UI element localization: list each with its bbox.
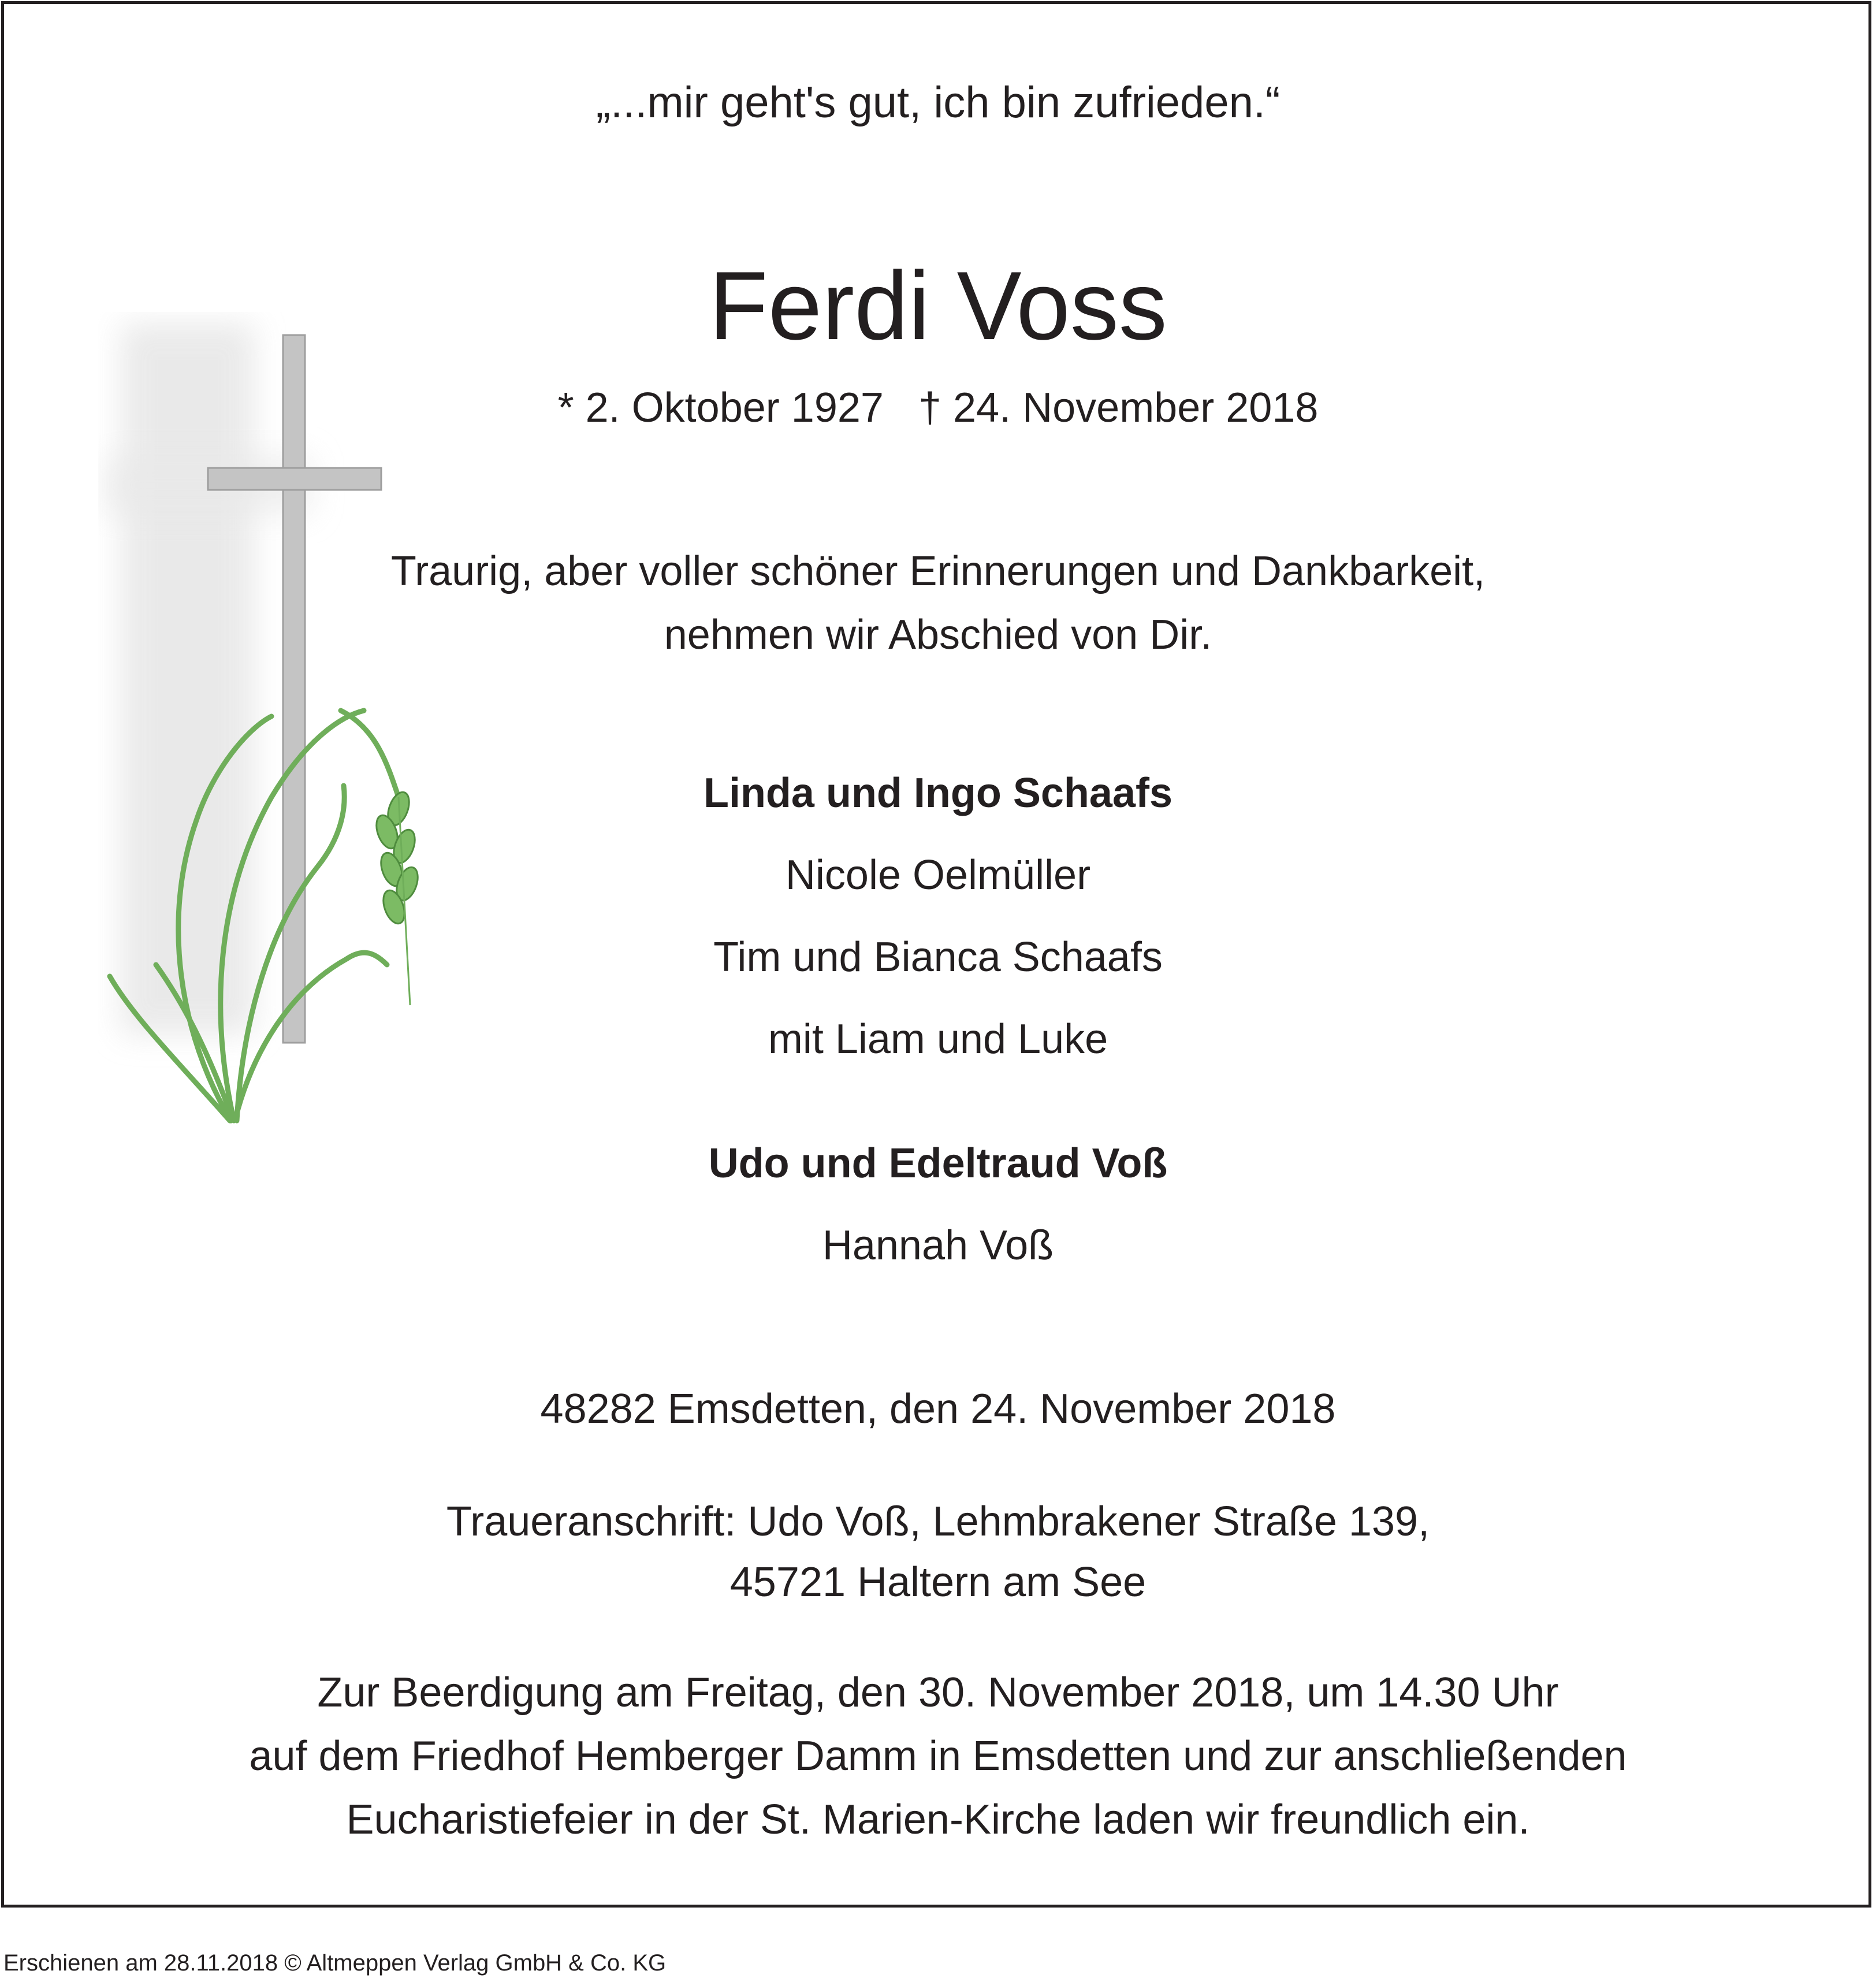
life-dates [0,387,1876,429]
quote: „...mir geht's gut, ich bin zufrieden.“ [595,78,1281,127]
mourning-address-line-1: Traueranschrift: Udo Voß, Lehmbrakener Straße 139, [446,1499,1430,1545]
family-member: Hannah Voß [822,1222,1054,1269]
family-group-heading: Linda und Ingo Schaafs [703,770,1173,816]
place-and-date: 48282 Emsdetten, den 24. November 2018 [540,1386,1336,1432]
birth-date: * 2. Oktober 1927 [557,385,884,431]
funeral-info-line-2: auf dem Friedhof Hemberger Damm in Emsdetten und zur anschließenden [249,1733,1627,1779]
farewell-text-line-1: Traurig, aber voller schöner Erinnerungen und Dankbarkeit, [390,548,1486,594]
mourning-address-line-2: 45721 Haltern am See [729,1559,1147,1605]
farewell-text-line-2: nehmen wir Abschied von Dir. [664,612,1212,658]
family-member: Nicole Oelmüller [785,852,1091,898]
funeral-info-line-1: Zur Beerdigung am Freitag, den 30. November 2018, um 14.30 Uhr [317,1670,1559,1716]
death-date: † 24. November 2018 [918,385,1319,431]
deceased-name: Ferdi Voss [709,251,1167,360]
family-member: mit Liam und Luke [768,1016,1108,1062]
family-member: Tim und Bianca Schaafs [713,934,1163,980]
funeral-info-line-3: Eucharistiefeier in der St. Marien-Kirche laden wir freundlich ein. [346,1797,1530,1843]
publication-footer: Erschienen am 28.11.2018 © Altmeppen Verlag GmbH & Co. KG [3,1950,667,1976]
family-group-heading: Udo und Edeltraud Voß [708,1140,1168,1187]
